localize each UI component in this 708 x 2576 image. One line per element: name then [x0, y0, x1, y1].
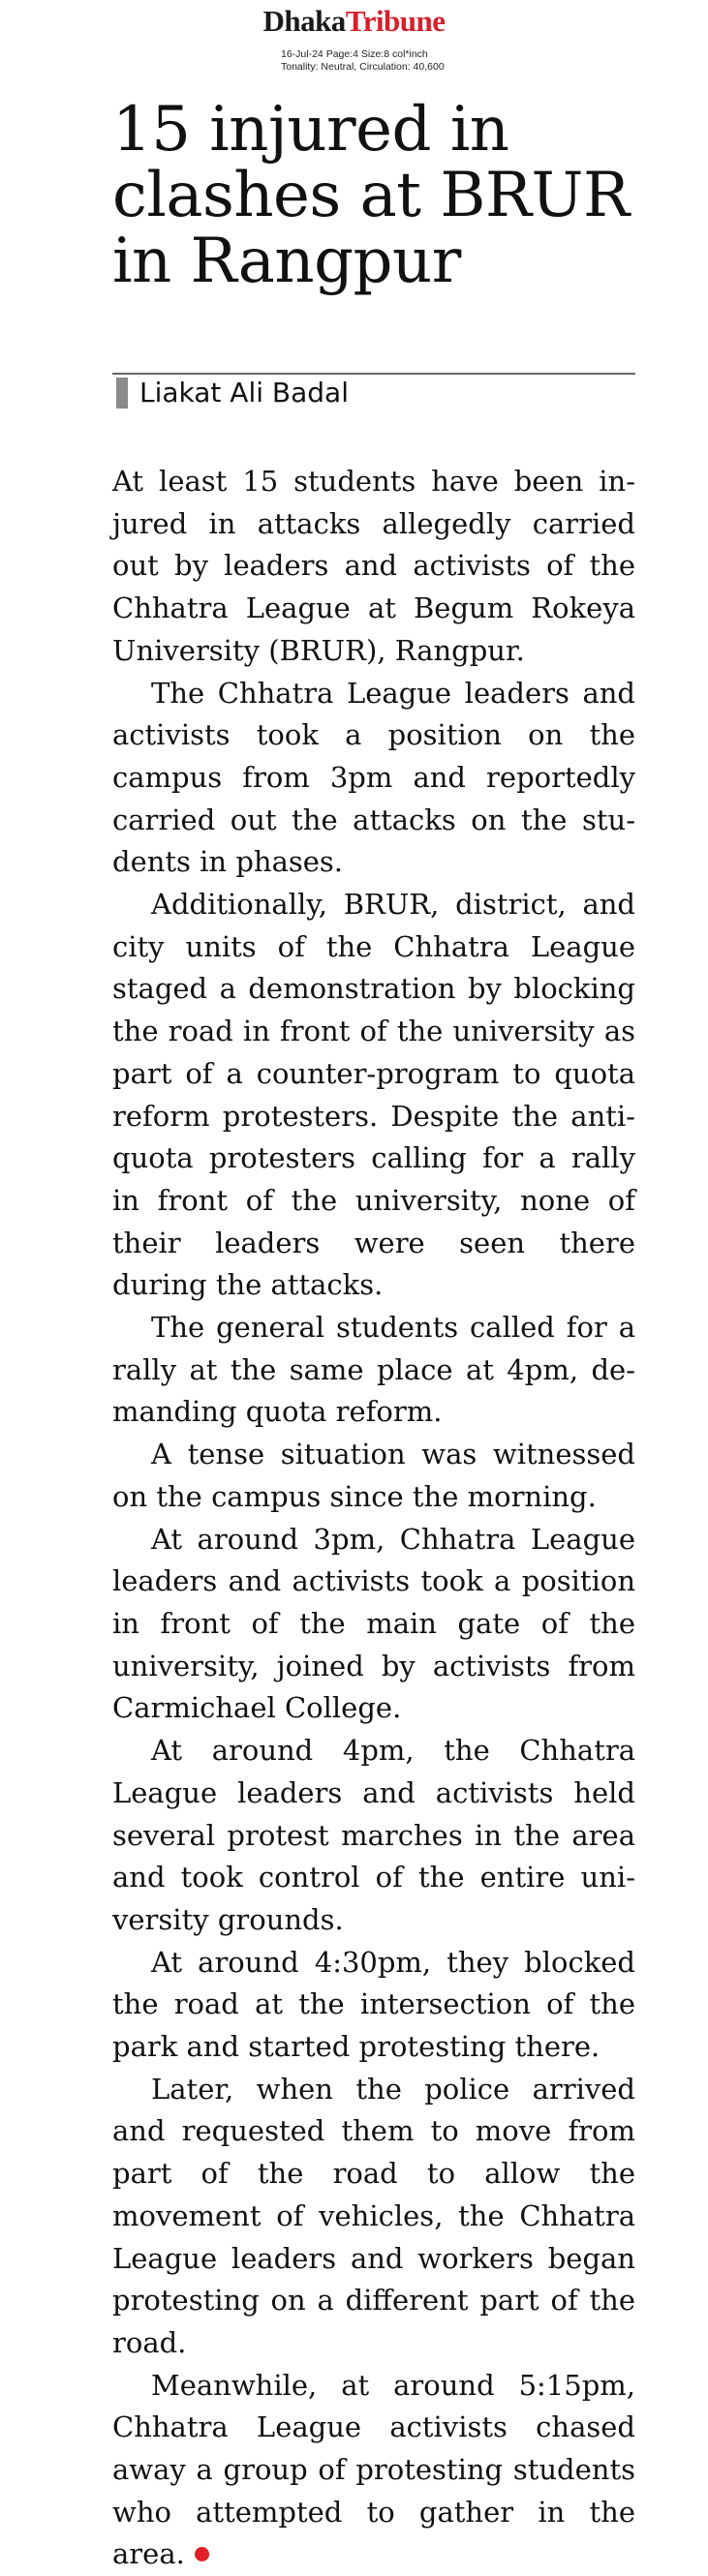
byline-author: Liakat Ali Badal: [139, 377, 349, 409]
article-paragraph: Later, when the police arrived and requested them to move from part of the road to allow the movement of vehicles, the Chhatra League leaders and workers began protesting on a different part of the road.: [112, 2072, 635, 2359]
article-last-paragraph: [112, 2365, 635, 2576]
masthead-logo: [0, 4, 708, 39]
article-paragraph: At around 3pm, Chhatra League leaders and activists took a position in front of the main gate of the university, joined by activists from Carmichael College.: [112, 1522, 635, 1725]
article-paragraph: The Chhatra League leaders and activists took a position on the campus from 3pm and reportedly carried out the attacks on the students in phases.: [112, 676, 635, 879]
headline-line-3: in Rangpur: [112, 226, 461, 297]
clipping-meta: [281, 48, 445, 74]
masthead-brand-part1: Dhaka: [262, 4, 346, 38]
headline-line-2: clashes at BRUR: [112, 160, 630, 231]
byline-marker-bar: [116, 378, 128, 409]
headline-line-1: 15 injured in: [112, 94, 509, 166]
masthead-brand-part2: Tribune: [345, 4, 446, 38]
headline: [112, 94, 674, 297]
meta-tonality-circulation: Tonality: Neutral, Circulation: 40,600: [281, 61, 445, 73]
article-paragraph: The general students called for a rally at the same place at 4pm, demanding quota reform.: [112, 1311, 635, 1429]
article-paragraph: At around 4:30pm, they blocked the road at the intersection of the park and started protesting there.: [112, 1945, 635, 2064]
article-body: [112, 461, 635, 2576]
meta-date-size: 16-Jul-24 Page:4 Size:8 col*inch: [281, 48, 428, 60]
article-paragraph: A tense situation was witnessed on the campus since the morning.: [112, 1438, 635, 1513]
article-paragraph: At least 15 students have been injured in attacks allegedly carried out by leaders and activists of the Chhatra League at Begum Rokeya University (BRUR), Rangpur.: [112, 465, 635, 667]
article-paragraph-text: Meanwhile, at around 5:15pm, Chhatra League activists chased away a group of protesting students who attempted to gather in the area.: [112, 2368, 635, 2571]
article-paragraph: Additionally, BRUR, district, and city units of the Chhatra League staged a demonstration by blocking the road in front of the university as part of a counter-program to quota reform protesters. Despite the anti-quota protesters calling for a rally in front of the university, none of their leaders were seen there during the attacks.: [112, 888, 635, 1302]
byline-divider: [112, 373, 635, 375]
end-of-article-dot: [195, 2547, 209, 2561]
article-paragraph: At around 4pm, the Chhatra League leaders and activists held several protest marches in the area and took control of the entire university grounds.: [112, 1734, 635, 1936]
